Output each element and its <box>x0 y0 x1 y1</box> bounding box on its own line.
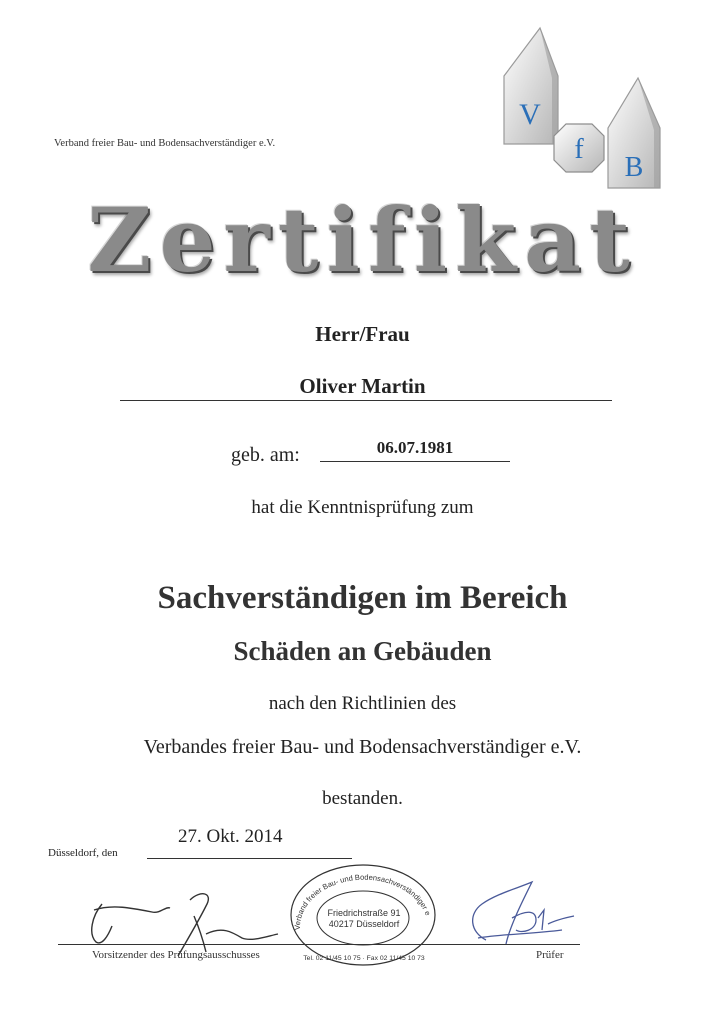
association-name: Verbandes freier Bau- und Bodensachverständiger e.V. <box>143 736 582 758</box>
logo-letter-b: B <box>624 152 644 183</box>
vfb-logo <box>500 26 670 196</box>
guidelines-text: nach den Richtlinien des <box>268 693 457 714</box>
qualification-heading: Sachverständigen im Bereich <box>157 580 568 616</box>
stamp-contact: Tel. 02 11/45 10 75 · Fax 02 11/45 10 73 <box>303 955 425 962</box>
recipient-name: Oliver Martin <box>299 374 426 398</box>
date-line <box>147 858 352 859</box>
organization-name: Verband freier Bau- und Bodensachverständiger e.V. <box>54 138 276 149</box>
exam-intro: hat die Kenntnisprüfung zum <box>251 497 474 518</box>
name-underline <box>120 400 612 401</box>
logo-letter-v: V <box>519 98 541 131</box>
certificate-title: Zertifikat <box>87 188 638 292</box>
birth-date-underline <box>320 461 510 462</box>
birth-date-label: geb. am: <box>231 444 300 466</box>
field-heading: Schäden an Gebäuden <box>233 636 492 666</box>
place-label: Düsseldorf, den <box>48 847 118 859</box>
examiner-signature <box>452 874 582 954</box>
result-text: bestanden. <box>322 788 403 809</box>
logo-letter-f: f <box>574 134 584 165</box>
chair-signature <box>82 886 282 966</box>
stamp-street: Friedrichstraße 91 <box>327 908 401 918</box>
issue-date: 27. Okt. 2014 <box>178 826 283 847</box>
organization-stamp <box>283 853 441 970</box>
stamp-city: 40217 Düsseldorf <box>328 919 400 929</box>
chair-label: Vorsitzender des Prüfungsausschusses <box>92 949 260 961</box>
salutation: Herr/Frau <box>315 322 410 346</box>
birth-date-value: 06.07.1981 <box>376 438 454 457</box>
examiner-label: Prüfer <box>536 949 564 961</box>
stamp-arc-text: Verband freier Bau- und Bodensachverständiger e.V. <box>283 853 433 931</box>
